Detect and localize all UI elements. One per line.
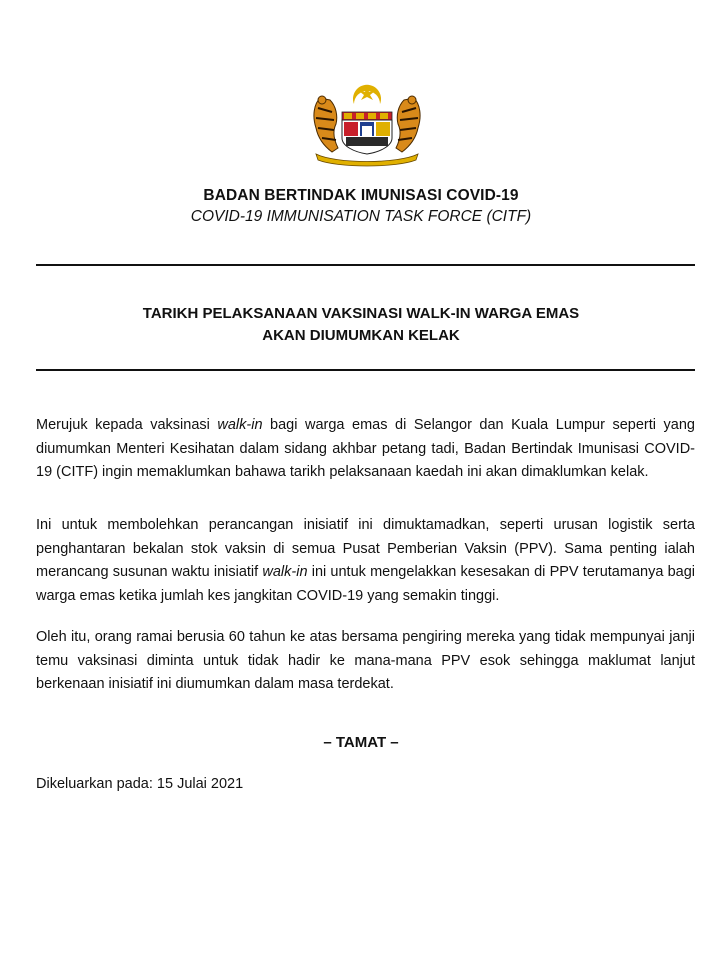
headline-line-2: AKAN DIUMUMKAN KELAK xyxy=(262,327,460,344)
headline-line-1: TARIKH PELAKSANAAN VAKSINASI WALK-IN WARGA EMAS xyxy=(142,305,580,322)
headline xyxy=(0,303,722,347)
org-subtitle: COVID-19 IMMUNISATION TASK FORCE (CITF) xyxy=(190,208,532,225)
paragraph-2: Ini untuk membolehkan perancangan inisiatif ini dimuktamadkan, seperti urusan logistik serta penghantaran bekalan stok vaksin di semua Pusat Pemberian Vaksin (PPV). Sama penting ialah merancang susunan waktu inisiatif walk-in ini untuk mengelakkan kesesakan di PPV terutamanya bagi warga emas ketika jumlah kes jangkitan COVID-19 yang semakin tinggi. xyxy=(36,517,696,604)
divider-top xyxy=(36,264,695,266)
org-title: BADAN BERTINDAK IMUNISASI COVID-19 xyxy=(203,187,519,204)
paragraph-1: Merujuk kepada vaksinasi walk-in bagi warga emas di Selangor dan Kuala Lumpur seperti yang diumumkan Menteri Kesihatan dalam sidang akhbar petang tadi, Badan Bertindak Imunisasi COVID-19 (CITF) ingin memaklumkan bahawa tarikh pelaksanaan kaedah ini akan dimaklumkan kelak. xyxy=(36,417,695,481)
divider-bottom xyxy=(36,369,695,371)
malaysia-coat-of-arms-icon xyxy=(306,82,428,168)
issued-date: Dikeluarkan pada: 15 Julai 2021 xyxy=(36,776,244,792)
paragraph-3: Oleh itu, orang ramai berusia 60 tahun ke atas bersama pengiring mereka yang tidak mempunyai janji temu vaksinasi diminta untuk tidak hadir ke mana-mana PPV esok sehingga maklumat lanjut berkenaan inisiatif ini diumumkan dalam masa terdekat. xyxy=(36,629,695,693)
tamat-marker: – TAMAT – xyxy=(323,734,399,751)
